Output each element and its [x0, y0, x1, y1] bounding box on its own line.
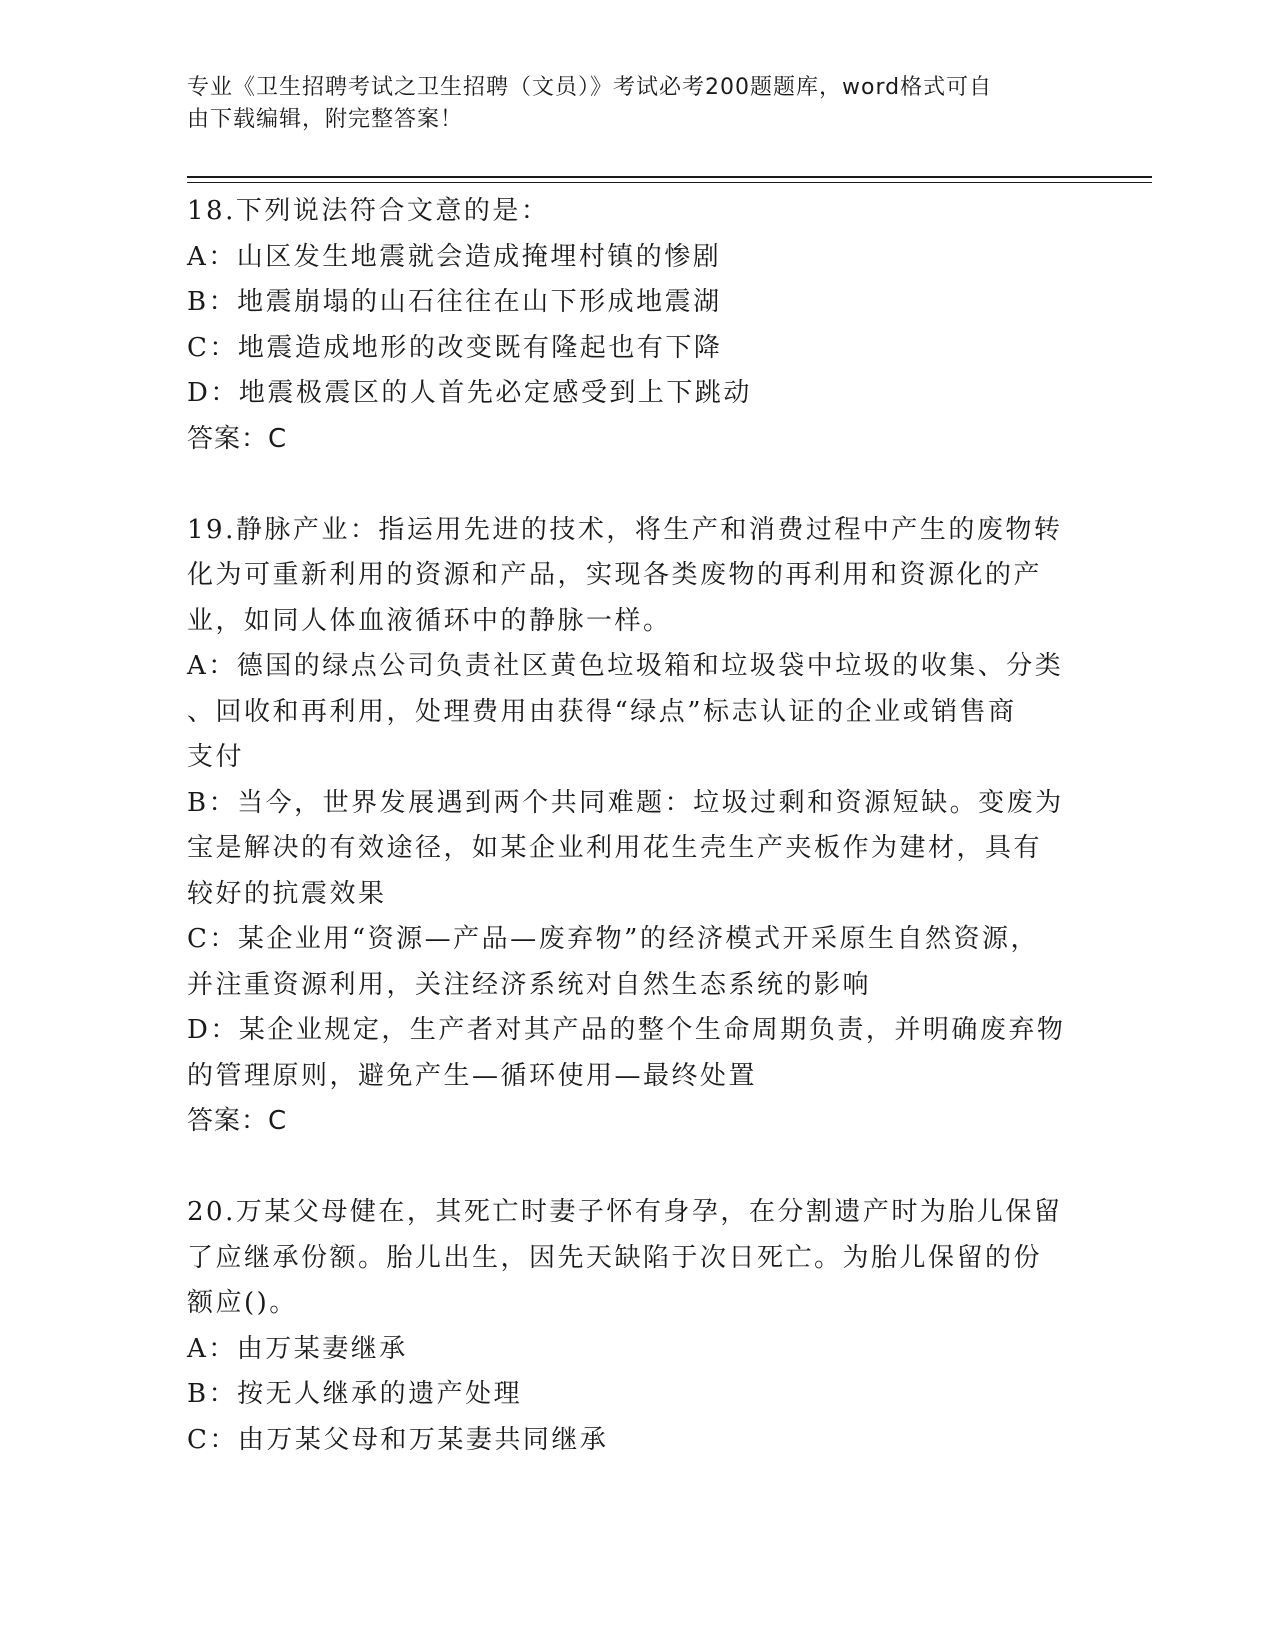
- header-rule-thick: [187, 176, 1152, 178]
- answer: 答案：C: [187, 423, 288, 454]
- question-20: [187, 1190, 1087, 1463]
- option-c: C：某企业用“资源—产品—废弃物”的经济模式开采原生自然资源，: [187, 924, 1039, 954]
- option-c: 并注重资源利用，关注经济系统对自然生态系统的影响: [187, 969, 872, 1000]
- question-19: [187, 508, 1087, 1145]
- header-line-1: 专业《卫生招聘考试之卫生招聘（文员）》考试必考200题题库，word格式可自: [187, 75, 993, 100]
- question-stem: 20.万某父母健在，其死亡时妻子怀有身孕，在分割遗产时为胎儿保留: [187, 1197, 1063, 1227]
- header-line-2: 由下载编辑，附完整答案！: [187, 107, 464, 132]
- option-b: B：当今，世界发展遇到两个共同难题：垃圾过剩和资源短缺。变废为: [187, 787, 1064, 818]
- option-d: D：某企业规定，生产者对其产品的整个生命周期负责，并明确废弃物: [187, 1015, 1066, 1045]
- question-stem: 业，如同人体血液循环中的静脉一样。: [187, 605, 672, 636]
- option-d: 的管理原则，避免产生—循环使用—最终处置: [187, 1060, 758, 1091]
- option-b: 较好的抗震效果: [187, 878, 387, 909]
- answer: 答案：C: [187, 1106, 288, 1136]
- option-d: D：地震极震区的人首先必定感受到上下跳动: [187, 378, 752, 408]
- question-stem: 19.静脉产业：指运用先进的技术，将生产和消费过程中产生的废物转: [187, 514, 1063, 545]
- option-c: C：由万某父母和万某妻共同继承: [187, 1424, 609, 1455]
- question-18: [187, 189, 1087, 462]
- option-a: 、回收和再利用，处理费用由获得“绿点”标志认证的企业或销售商: [187, 696, 1017, 727]
- document-header: [187, 72, 1067, 136]
- option-a: 支付: [187, 742, 245, 772]
- option-a: A：由万某妻继承: [187, 1333, 408, 1364]
- option-b: 宝是解决的有效途径，如某企业利用花生壳生产夹板作为建材，具有: [187, 833, 1043, 863]
- option-a: A：山区发生地震就会造成掩埋村镇的惨剧: [187, 241, 722, 272]
- header-rule-thin: [187, 182, 1152, 183]
- question-stem: 了应继承份额。胎儿出生，因先天缺陷于次日死亡。为胎儿保留的份: [187, 1242, 1043, 1273]
- question-gap: [187, 462, 1087, 508]
- question-list: [187, 189, 1087, 1463]
- option-c: C：地震造成地形的改变既有隆起也有下降: [187, 332, 723, 363]
- option-a: A：德国的绿点公司负责社区黄色垃圾箱和垃圾袋中垃圾的收集、分类: [187, 651, 1064, 681]
- option-b: B：地震崩塌的山石往往在山下形成地震湖: [187, 287, 722, 317]
- question-stem: 额应()。: [187, 1288, 298, 1318]
- question-gap: [187, 1145, 1087, 1191]
- question-stem: 化为可重新利用的资源和产品，实现各类废物的再利用和资源化的产: [187, 560, 1043, 590]
- option-b: B：按无人继承的遗产处理: [187, 1379, 523, 1409]
- question-stem: 18.下列说法符合文意的是：: [187, 196, 550, 226]
